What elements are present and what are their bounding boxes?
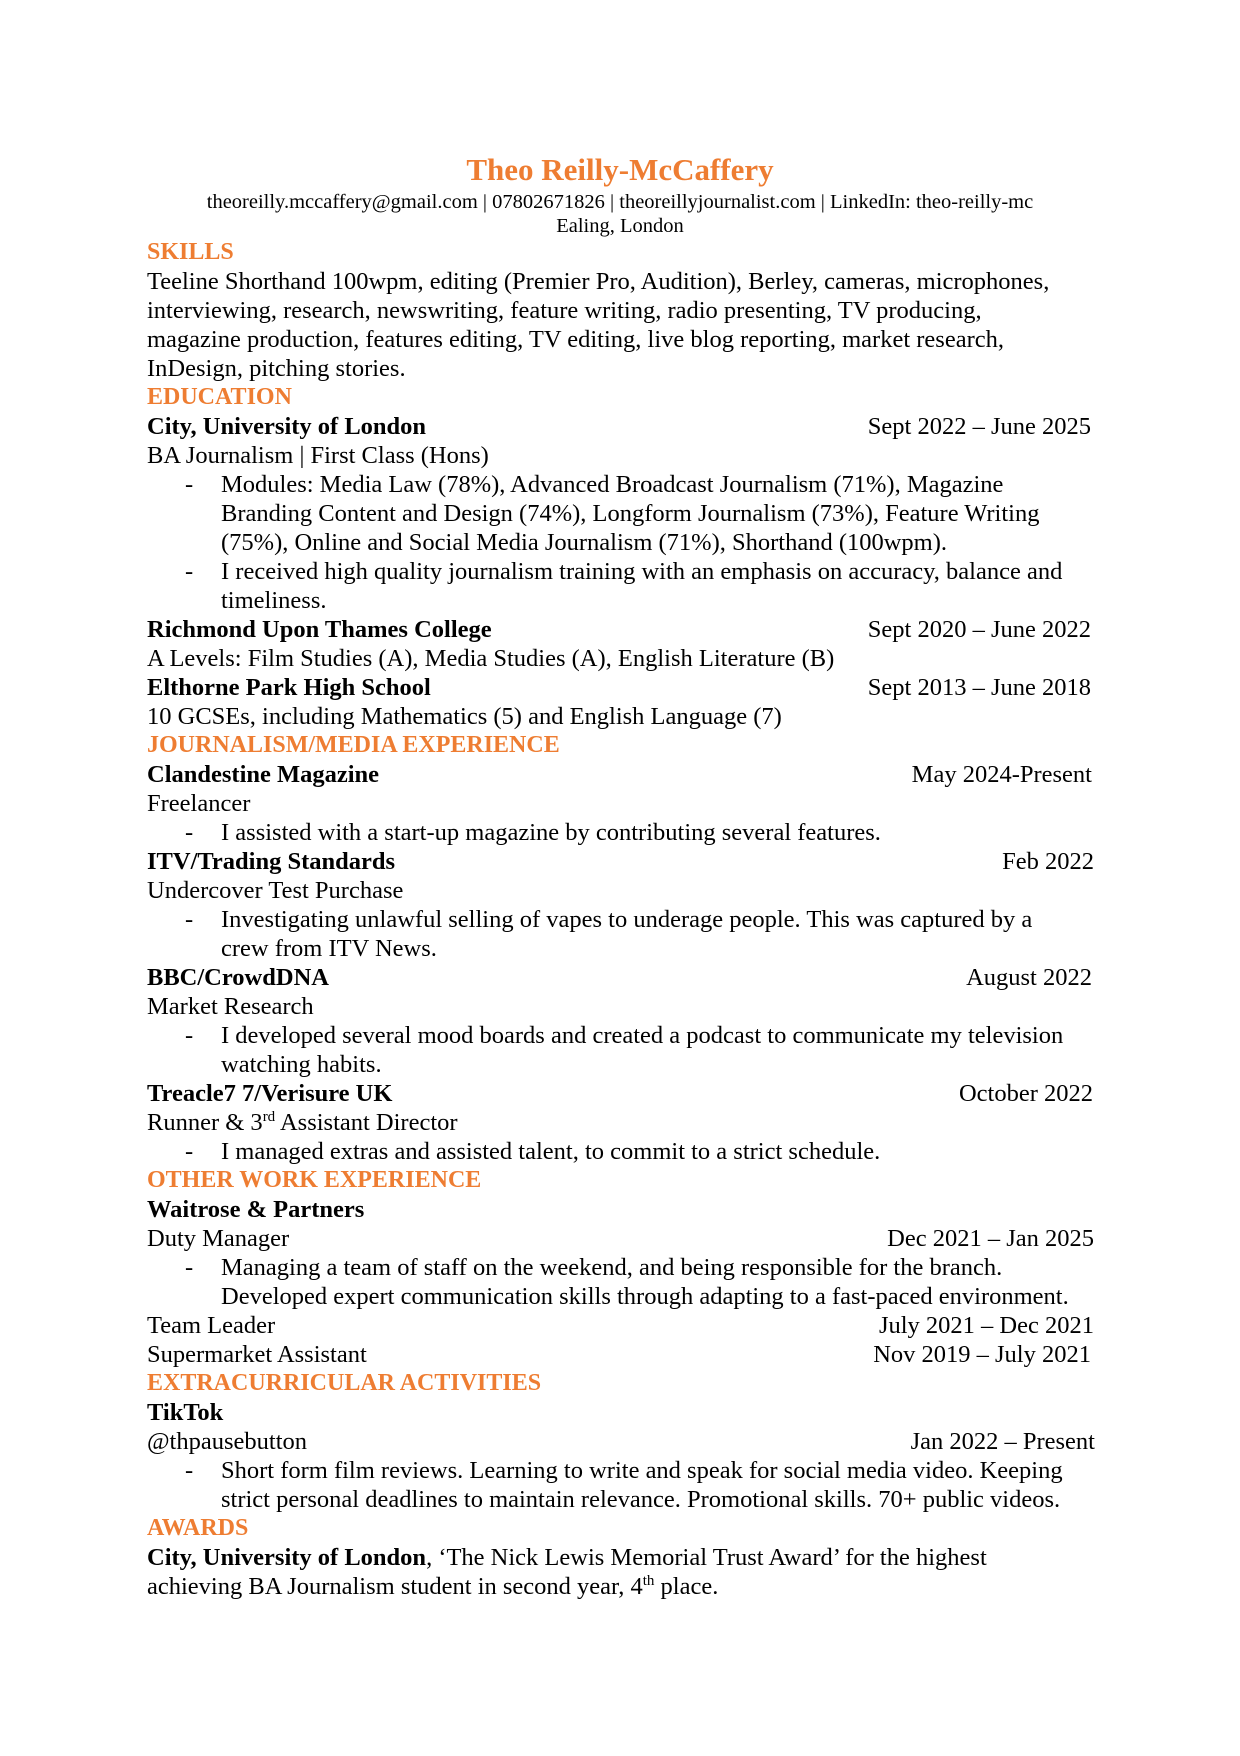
treacle-org: Treacle7 7/Verisure UK	[147, 1080, 393, 1107]
bullet-dash: -	[185, 1138, 194, 1165]
bullet-dash: -	[185, 1254, 194, 1281]
clandestine-bullet-line: I assisted with a start-up magazine by contributing several features.	[221, 819, 881, 846]
clandestine-org: Clandestine Magazine	[147, 761, 380, 788]
supermarket-assistant-dates: Nov 2019 – July 2021	[873, 1341, 1091, 1368]
clandestine-dates: May 2024-Present	[911, 761, 1092, 788]
team-leader-role: Team Leader	[147, 1312, 276, 1339]
education-heading: EDUCATION	[147, 384, 292, 410]
candidate-name: Theo Reilly-McCaffery	[466, 152, 774, 187]
modules-bullet-line: Modules: Media Law (78%), Advanced Broadcast Journalism (71%), Magazine	[221, 471, 1004, 498]
bullet-dash: -	[185, 1022, 194, 1049]
treacle-role: Runner & 3rd Assistant Director	[147, 1108, 458, 1136]
bbc-role: Market Research	[147, 993, 314, 1020]
awards-heading: AWARDS	[147, 1515, 249, 1541]
education-city-dates: Sept 2022 – June 2025	[867, 413, 1091, 440]
tiktok-dates: Jan 2022 – Present	[910, 1428, 1095, 1455]
duty-manager-dates: Dec 2021 – Jan 2025	[887, 1225, 1094, 1252]
supermarket-assistant-role: Supermarket Assistant	[147, 1341, 367, 1368]
contact-line: theoreilly.mccaffery@gmail.com | 07802671826 | theoreillyjournalist.com | LinkedIn: theo-reilly-mc	[206, 191, 1034, 213]
tiktok-handle: @thpausebutton	[147, 1428, 308, 1455]
location: Ealing, London	[556, 215, 684, 237]
waitrose-bullet-line: Developed expert communication skills through adapting to a fast-paced environment.	[221, 1283, 1069, 1310]
waitrose-org: Waitrose & Partners	[147, 1196, 365, 1223]
modules-bullet-line: Branding Content and Design (74%), Longform Journalism (73%), Feature Writing	[221, 500, 1040, 527]
bullet-dash: -	[185, 558, 194, 585]
clandestine-role: Freelancer	[147, 790, 251, 817]
skills-text-line: interviewing, research, newswriting, feature writing, radio presenting, TV producing,	[147, 297, 982, 324]
skills-text-line: magazine production, features editing, TV editing, live blog reporting, market research,	[147, 326, 1004, 353]
education-city-degree: BA Journalism | First Class (Hons)	[147, 442, 489, 469]
modules-bullet-line: (75%), Online and Social Media Journalism (71%), Shorthand (100wpm).	[221, 529, 948, 556]
journalism-heading: JOURNALISM/MEDIA EXPERIENCE	[147, 732, 560, 758]
tiktok-org: TikTok	[147, 1399, 224, 1426]
bbc-bullet-line: I developed several mood boards and created a podcast to communicate my television	[221, 1022, 1064, 1049]
bullet-dash: -	[185, 906, 194, 933]
training-bullet-line: timeliness.	[221, 587, 327, 614]
award-line: achieving BA Journalism student in second year, 4th place.	[147, 1572, 719, 1600]
waitrose-bullet-line: Managing a team of staff on the weekend, and being responsible for the branch.	[221, 1254, 1003, 1281]
treacle-dates: October 2022	[958, 1080, 1093, 1107]
award-org: City, University of London	[147, 1544, 427, 1571]
tiktok-bullet-line: Short form film reviews. Learning to write and speak for social media video. Keeping	[221, 1457, 1063, 1484]
skills-text-line: InDesign, pitching stories.	[147, 355, 406, 382]
bbc-dates: August 2022	[966, 964, 1092, 991]
education-richmond-detail: A Levels: Film Studies (A), Media Studies (A), English Literature (B)	[147, 645, 835, 672]
education-richmond-institution: Richmond Upon Thames College	[147, 616, 492, 643]
education-elthorne-dates: Sept 2013 – June 2018	[867, 674, 1091, 701]
award-line: City, University of London, ‘The Nick Lewis Memorial Trust Award’ for the highest	[147, 1544, 987, 1571]
bullet-dash: -	[185, 471, 194, 498]
bbc-bullet-line: watching habits.	[221, 1051, 382, 1078]
duty-manager-role: Duty Manager	[147, 1225, 290, 1252]
skills-heading: SKILLS	[147, 239, 234, 265]
education-elthorne-institution: Elthorne Park High School	[147, 674, 431, 701]
treacle-bullet-line: I managed extras and assisted talent, to commit to a strict schedule.	[221, 1138, 881, 1165]
extracurricular-heading: EXTRACURRICULAR ACTIVITIES	[147, 1370, 542, 1396]
itv-dates: Feb 2022	[1002, 848, 1094, 875]
skills-text-line: Teeline Shorthand 100wpm, editing (Premier Pro, Audition), Berley, cameras, microphones,	[147, 268, 1050, 295]
education-richmond-dates: Sept 2020 – June 2022	[867, 616, 1091, 643]
education-city-institution: City, University of London	[147, 413, 427, 440]
education-elthorne-detail: 10 GCSEs, including Mathematics (5) and English Language (7)	[147, 703, 782, 730]
bullet-dash: -	[185, 1457, 194, 1484]
other-work-heading: OTHER WORK EXPERIENCE	[147, 1167, 482, 1193]
tiktok-bullet-line: strict personal deadlines to maintain relevance. Promotional skills. 70+ public videos.	[221, 1486, 1061, 1513]
bullet-dash: -	[185, 819, 194, 846]
training-bullet-line: I received high quality journalism training with an emphasis on accuracy, balance and	[221, 558, 1063, 585]
team-leader-dates: July 2021 – Dec 2021	[878, 1312, 1094, 1339]
itv-org: ITV/Trading Standards	[147, 848, 396, 875]
bbc-org: BBC/CrowdDNA	[147, 964, 329, 991]
itv-bullet-line: crew from ITV News.	[221, 935, 437, 962]
itv-bullet-line: Investigating unlawful selling of vapes to underage people. This was captured by a	[221, 906, 1033, 933]
itv-role: Undercover Test Purchase	[147, 877, 404, 904]
